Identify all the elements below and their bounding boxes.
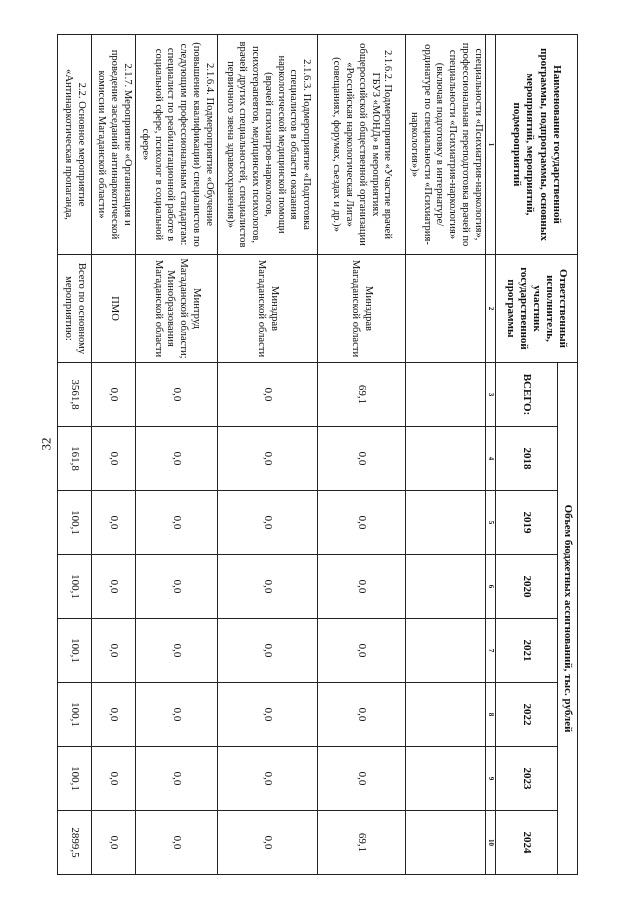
row-value: 0,0 — [318, 555, 406, 619]
header-row-1 — [558, 35, 578, 875]
header-year: 2024 — [496, 811, 558, 875]
header-year: 2022 — [496, 683, 558, 747]
row-value — [406, 811, 486, 875]
row-value: 100,1 — [58, 747, 92, 811]
header-responsible: Ответственный исполнитель, участник государственной программы — [496, 255, 578, 363]
row-value — [406, 619, 486, 683]
table-row — [218, 35, 318, 875]
row-value: 0,0 — [92, 747, 136, 811]
row-responsible — [406, 255, 486, 363]
row-responsible: Всего по основному мероприятию: — [58, 255, 92, 363]
row-value — [406, 427, 486, 491]
row-value: 161,8 — [58, 427, 92, 491]
row-value: 0,0 — [136, 683, 218, 747]
row-value: 0,0 — [218, 363, 318, 427]
row-value: 0,0 — [92, 811, 136, 875]
row-value: 100,1 — [58, 555, 92, 619]
column-index: 6 — [486, 555, 496, 619]
row-value: 0,0 — [92, 427, 136, 491]
row-value: 0,0 — [218, 491, 318, 555]
row-value — [406, 555, 486, 619]
rotated-table-wrapper — [58, 34, 578, 874]
column-index: 5 — [486, 491, 496, 555]
column-index: 3 — [486, 363, 496, 427]
row-value: 0,0 — [318, 427, 406, 491]
row-value: 0,0 — [136, 427, 218, 491]
row-responsible: ПМО — [92, 255, 136, 363]
row-name: 2.1.7. Мероприятие «Организация и проведение заседаний антинаркотической комиссии Магаданской области» — [92, 35, 136, 255]
page-number: 32 — [38, 437, 54, 451]
row-value: 0,0 — [318, 619, 406, 683]
row-value — [406, 683, 486, 747]
budget-table — [57, 34, 578, 875]
row-value: 0,0 — [92, 363, 136, 427]
header-total: ВСЕГО: — [496, 363, 558, 427]
row-value — [406, 363, 486, 427]
row-value: 0,0 — [92, 491, 136, 555]
row-responsible: Минздрав Магаданской области — [318, 255, 406, 363]
row-value: 0,0 — [218, 619, 318, 683]
row-name: специальности «Психиатрия-наркология», профессиональная переподготовка врачей по специальности «Психиатрия-наркология» (включая подготовку в интернатуре/ ординатуре по специальности «Психиатрия-наркология»)» — [406, 35, 486, 255]
row-value: 0,0 — [136, 747, 218, 811]
column-index: 7 — [486, 619, 496, 683]
row-value: 0,0 — [218, 427, 318, 491]
row-value: 0,0 — [136, 555, 218, 619]
column-index: 9 — [486, 747, 496, 811]
table-row — [58, 35, 92, 875]
header-year: 2021 — [496, 619, 558, 683]
row-value: 0,0 — [136, 811, 218, 875]
row-value: 0,0 — [92, 619, 136, 683]
row-responsible: Минздрав Магаданской области — [218, 255, 318, 363]
row-value: 0,0 — [136, 491, 218, 555]
row-name: 2.2. Основное мероприятие «Антинаркотическая пропаганда, — [58, 35, 92, 255]
header-name: Наименование государственной программы, подпрограммы, основных мероприятий, мероприятий, подмероприятий — [496, 35, 578, 255]
row-value: 0,0 — [218, 683, 318, 747]
row-value: 0,0 — [136, 619, 218, 683]
column-index-row — [486, 35, 496, 875]
row-value: 0,0 — [318, 491, 406, 555]
row-value: 100,1 — [58, 619, 92, 683]
column-index: 10 — [486, 811, 496, 875]
row-value: 2899,5 — [58, 811, 92, 875]
row-value: 3561,8 — [58, 363, 92, 427]
table-row — [92, 35, 136, 875]
column-index: 4 — [486, 427, 496, 491]
header-year: 2020 — [496, 555, 558, 619]
row-name: 2.1.6.4. Подмероприятие «Обучение (повышение квалификации) специалистов по следующим профессиональным стандартам: специалист по реабилитационной работе в социальной сфере, психолог в социальной сфере» — [136, 35, 218, 255]
row-value: 100,1 — [58, 683, 92, 747]
row-responsible: Минтруд Магаданской области; Минобразования Магаданской области — [136, 255, 218, 363]
row-value: 0,0 — [136, 363, 218, 427]
row-value — [406, 747, 486, 811]
row-value: 0,0 — [318, 683, 406, 747]
row-name: 2.1.6.2. Подмероприятие «Участие врачей ГБУЗ «МОНД» в мероприятиях общероссийской общественной организации «Российская наркологическая Лига» (совещаниях, форумах, съездах и др.)» — [318, 35, 406, 255]
column-index: 8 — [486, 683, 496, 747]
row-value: 0,0 — [92, 555, 136, 619]
table-row — [406, 35, 486, 875]
row-value — [406, 491, 486, 555]
row-value: 0,0 — [318, 747, 406, 811]
row-name: 2.1.6.3. Подмероприятие «Подготовка специалистов в области оказания наркологической медицинской помощи (врачей психиатров-наркологов, психотерапевтов, медицинских психологов, врачей других специальностей, специалистов первичного звена здравоохранения)» — [218, 35, 318, 255]
header-year: 2019 — [496, 491, 558, 555]
row-value: 0,0 — [218, 555, 318, 619]
header-budget: Объем бюджетных ассигнований, тыс. рублей — [558, 363, 578, 875]
header-year: 2018 — [496, 427, 558, 491]
row-value: 0,0 — [218, 811, 318, 875]
row-value: 100,1 — [58, 491, 92, 555]
column-index: 2 — [486, 255, 496, 363]
row-value: 0,0 — [92, 683, 136, 747]
row-value: 69,1 — [318, 363, 406, 427]
table-row — [136, 35, 218, 875]
row-value: 69,1 — [318, 811, 406, 875]
row-value: 0,0 — [218, 747, 318, 811]
column-index: 1 — [486, 35, 496, 255]
table-row — [318, 35, 406, 875]
header-year: 2023 — [496, 747, 558, 811]
